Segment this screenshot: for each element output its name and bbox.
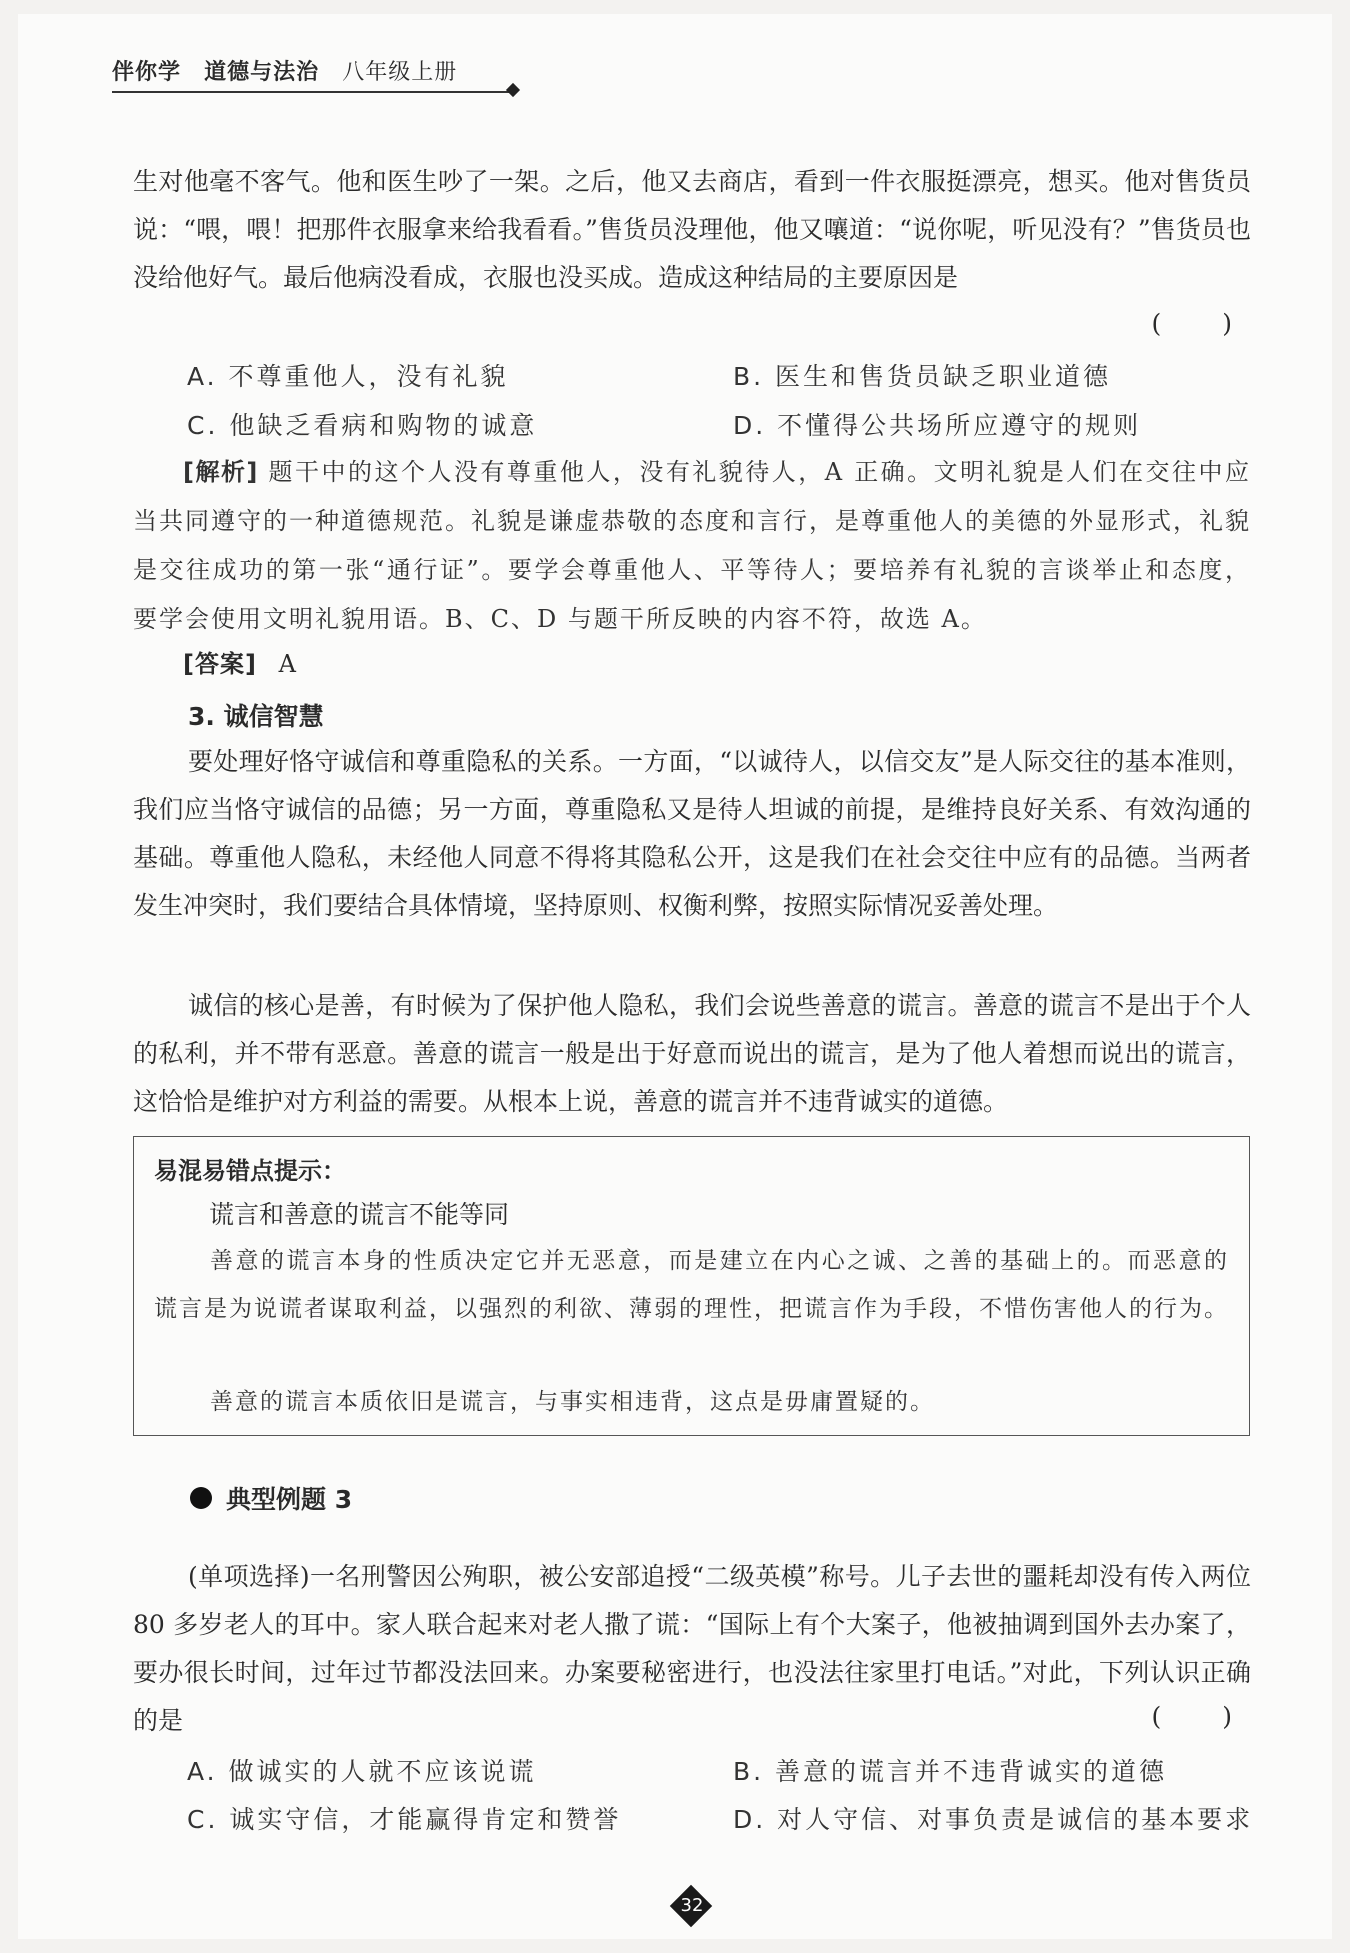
example-option-c: C. 诚实守信，才能赢得肯定和赞誉	[187, 1805, 622, 1834]
book-title: 伴你学	[112, 60, 182, 85]
grade-label: 八年级上册	[342, 60, 458, 85]
bullet-icon	[190, 1487, 212, 1509]
question-1-stem: 生对他毫不客气。他和医生吵了一架。之后，他又去商店，看到一件衣服挺漂亮，想买。他对售货员说：“喂，喂！把那件衣服拿来给我看看。”售货员没理他，他又嚷道：“说你呢，听见没有？”售货员也没给他好气。最后他病没看成，衣服也没买成。造成这种结局的主要原因是	[133, 167, 1251, 292]
tip-body: 善意的谎言本身的性质决定它并无恶意，而是建立在内心之诚、之善的基础上的。而恶意的谎言是为说谎者谋取利益，以强烈的利欲、薄弱的理性，把谎言作为手段，不惜伤害他人的行为。	[154, 1248, 1229, 1322]
tip-title: 易混易错点提示：	[154, 1157, 346, 1185]
example-option-d: D. 对人守信、对事负责是诚信的基本要求	[733, 1805, 1254, 1834]
section-paragraph-1: 要处理好恪守诚信和尊重隐私的关系。一方面，“以诚待人，以信交友”是人际交往的基本准则，我们应当恪守诚信的品德；另一方面，尊重隐私又是待人坦诚的前提，是维持良好关系、有效沟通的基础。尊重他人隐私，未经他人同意不得将其隐私公开，这是我们在社会交往中应有的品德。当两者发生冲突时，我们要结合具体情境，坚持原则、权衡利弊，按照实际情况妥善处理。	[133, 747, 1251, 920]
answer-bracket-1: ( )	[1151, 309, 1250, 338]
tip-subtitle: 谎言和善意的谎言不能等同	[209, 1200, 510, 1229]
answer-tag: [答案]	[183, 650, 257, 678]
page-number-text: 32	[680, 1895, 704, 1916]
tip-conclusion: 善意的谎言本质依旧是谎言，与事实相违背，这点是毋庸置疑的。	[210, 1389, 935, 1415]
answer-bracket-2: ( )	[1151, 1702, 1250, 1731]
section-title: 3. 诚信智慧	[188, 702, 324, 731]
answer-value: A	[278, 650, 296, 678]
example-title: 典型例题 3	[226, 1485, 353, 1514]
subject-title: 道德与法治	[204, 60, 320, 85]
section-paragraph-2: 诚信的核心是善，有时候为了保护他人隐私，我们会说些善意的谎言。善意的谎言不是出于个人的私利，并不带有恶意。善意的谎言一般是出于好意而说出的谎言，是为了他人着想而说出的谎言，这恰恰是维护对方利益的需要。从根本上说，善意的谎言并不违背诚实的道德。	[133, 991, 1251, 1116]
tip-box	[133, 1136, 1250, 1436]
example-option-a: A. 做诚实的人就不应该说谎	[187, 1757, 537, 1786]
example-stem: (单项选择)一名刑警因公殉职，被公安部追授“二级英模”称号。儿子去世的噩耗却没有传入两位 80 多岁老人的耳中。家人联合起来对老人撒了谎：“国际上有个大案子，他被抽调到国外去办案了，要办很长时间，过年过节都没法回来。办案要秘密进行，也没法往家里打电话。”对此，下列认识正确的是	[133, 1562, 1251, 1735]
option-a: A. 不尊重他人，没有礼貌	[187, 362, 509, 391]
running-header	[112, 55, 532, 95]
analysis-text: 题干中的这个人没有尊重他人，没有礼貌待人，A 正确。文明礼貌是人们在交往中应当共同遵守的一种道德规范。礼貌是谦虚恭敬的态度和言行，是尊重他人的美德的外显形式，礼貌是交往成功的第一张“通行证”。要学会尊重他人、平等待人；要培养有礼貌的言谈举止和态度，要学会使用文明礼貌用语。B、C、D 与题干所反映的内容不符，故选 A。	[133, 458, 1251, 633]
example-option-b: B. 善意的谎言并不违背诚实的道德	[733, 1757, 1168, 1786]
option-d: D. 不懂得公共场所应遵守的规则	[733, 411, 1142, 440]
example-heading	[190, 1480, 352, 1516]
answer-line	[183, 644, 296, 679]
analysis-tag: [解析]	[183, 458, 259, 486]
header-rule	[112, 91, 512, 93]
option-b: B. 医生和售货员缺乏职业道德	[733, 362, 1112, 391]
analysis-paragraph	[133, 448, 1251, 644]
page-number	[672, 1887, 712, 1927]
option-c: C. 他缺乏看病和购物的诚意	[187, 411, 538, 440]
